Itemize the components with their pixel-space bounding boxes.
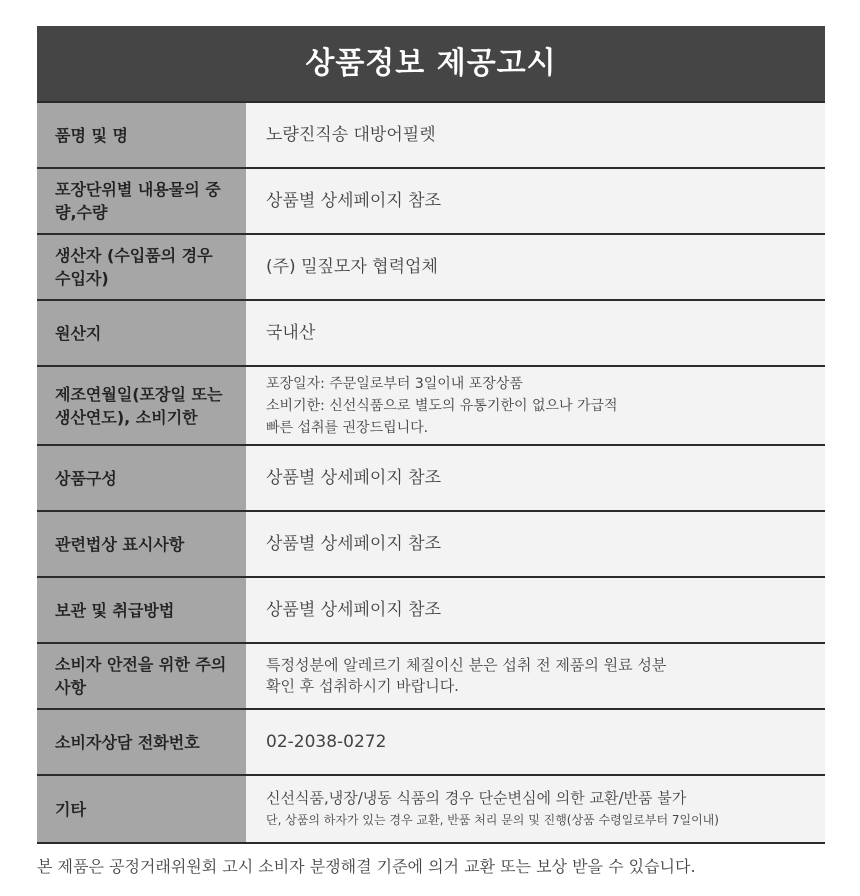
row-label: 관련법상 표시사항: [37, 512, 246, 576]
table-row: [37, 512, 825, 578]
footer-notice: 본 제품은 공정거래위원회 고시 소비자 분쟁해결 기준에 의거 교환 또는 보상 받을 수 있습니다.: [37, 857, 696, 876]
row-value: 상품별 상세페이지 참조: [246, 446, 825, 510]
row-value: 신선식품,냉장/냉동 식품의 경우 단순변심에 의한 교환/반품 불가 단, 상품의 하자가 있는 경우 교환, 반품 처리 문의 및 진행(상품 수령일로부터 7일이내): [246, 776, 825, 842]
row-value: 특정성분에 알레르기 체질이신 분은 섭취 전 제품의 원료 성분 확인 후 섭취하시기 바랍니다.: [246, 644, 825, 708]
notice-title: 상품정보 제공고시: [37, 26, 825, 101]
table-row: [37, 235, 825, 301]
product-info-notice: [37, 26, 825, 844]
table-row: [37, 710, 825, 776]
row-label: 소비자 안전을 위한 주의사항: [37, 644, 246, 708]
row-value: 포장일자: 주문일로부터 3일이내 포장상품 소비기한: 신선식품으로 별도의 유통기한이 없으나 가급적 빠른 섭취를 권장드립니다.: [246, 367, 825, 444]
row-value: 상품별 상세페이지 참조: [246, 169, 825, 233]
row-label: 원산지: [37, 301, 246, 365]
row-value: 노량진직송 대방어필렛: [246, 103, 825, 167]
row-label: 품명 및 명: [37, 103, 246, 167]
row-value: 상품별 상세페이지 참조: [246, 578, 825, 642]
row-label: 생산자 (수입품의 경우 수입자): [37, 235, 246, 299]
table-row: [37, 776, 825, 844]
row-label: 제조연월일(포장일 또는 생산연도), 소비기한: [37, 367, 246, 444]
table-row: [37, 644, 825, 710]
table-row: [37, 446, 825, 512]
row-value: (주) 밀짚모자 협력업체: [246, 235, 825, 299]
row-label: 보관 및 취급방법: [37, 578, 246, 642]
row-value: 상품별 상세페이지 참조: [246, 512, 825, 576]
table-row: [37, 103, 825, 169]
table-row: [37, 578, 825, 644]
row-label: 포장단위별 내용물의 중량,수량: [37, 169, 246, 233]
row-label: 상품구성: [37, 446, 246, 510]
table-row: [37, 367, 825, 446]
row-value: 02-2038-0272: [246, 710, 825, 774]
table-row: [37, 169, 825, 235]
row-label: 소비자상담 전화번호: [37, 710, 246, 774]
row-label: 기타: [37, 776, 246, 842]
row-value: 국내산: [246, 301, 825, 365]
info-table: [37, 101, 825, 844]
table-row: [37, 301, 825, 367]
